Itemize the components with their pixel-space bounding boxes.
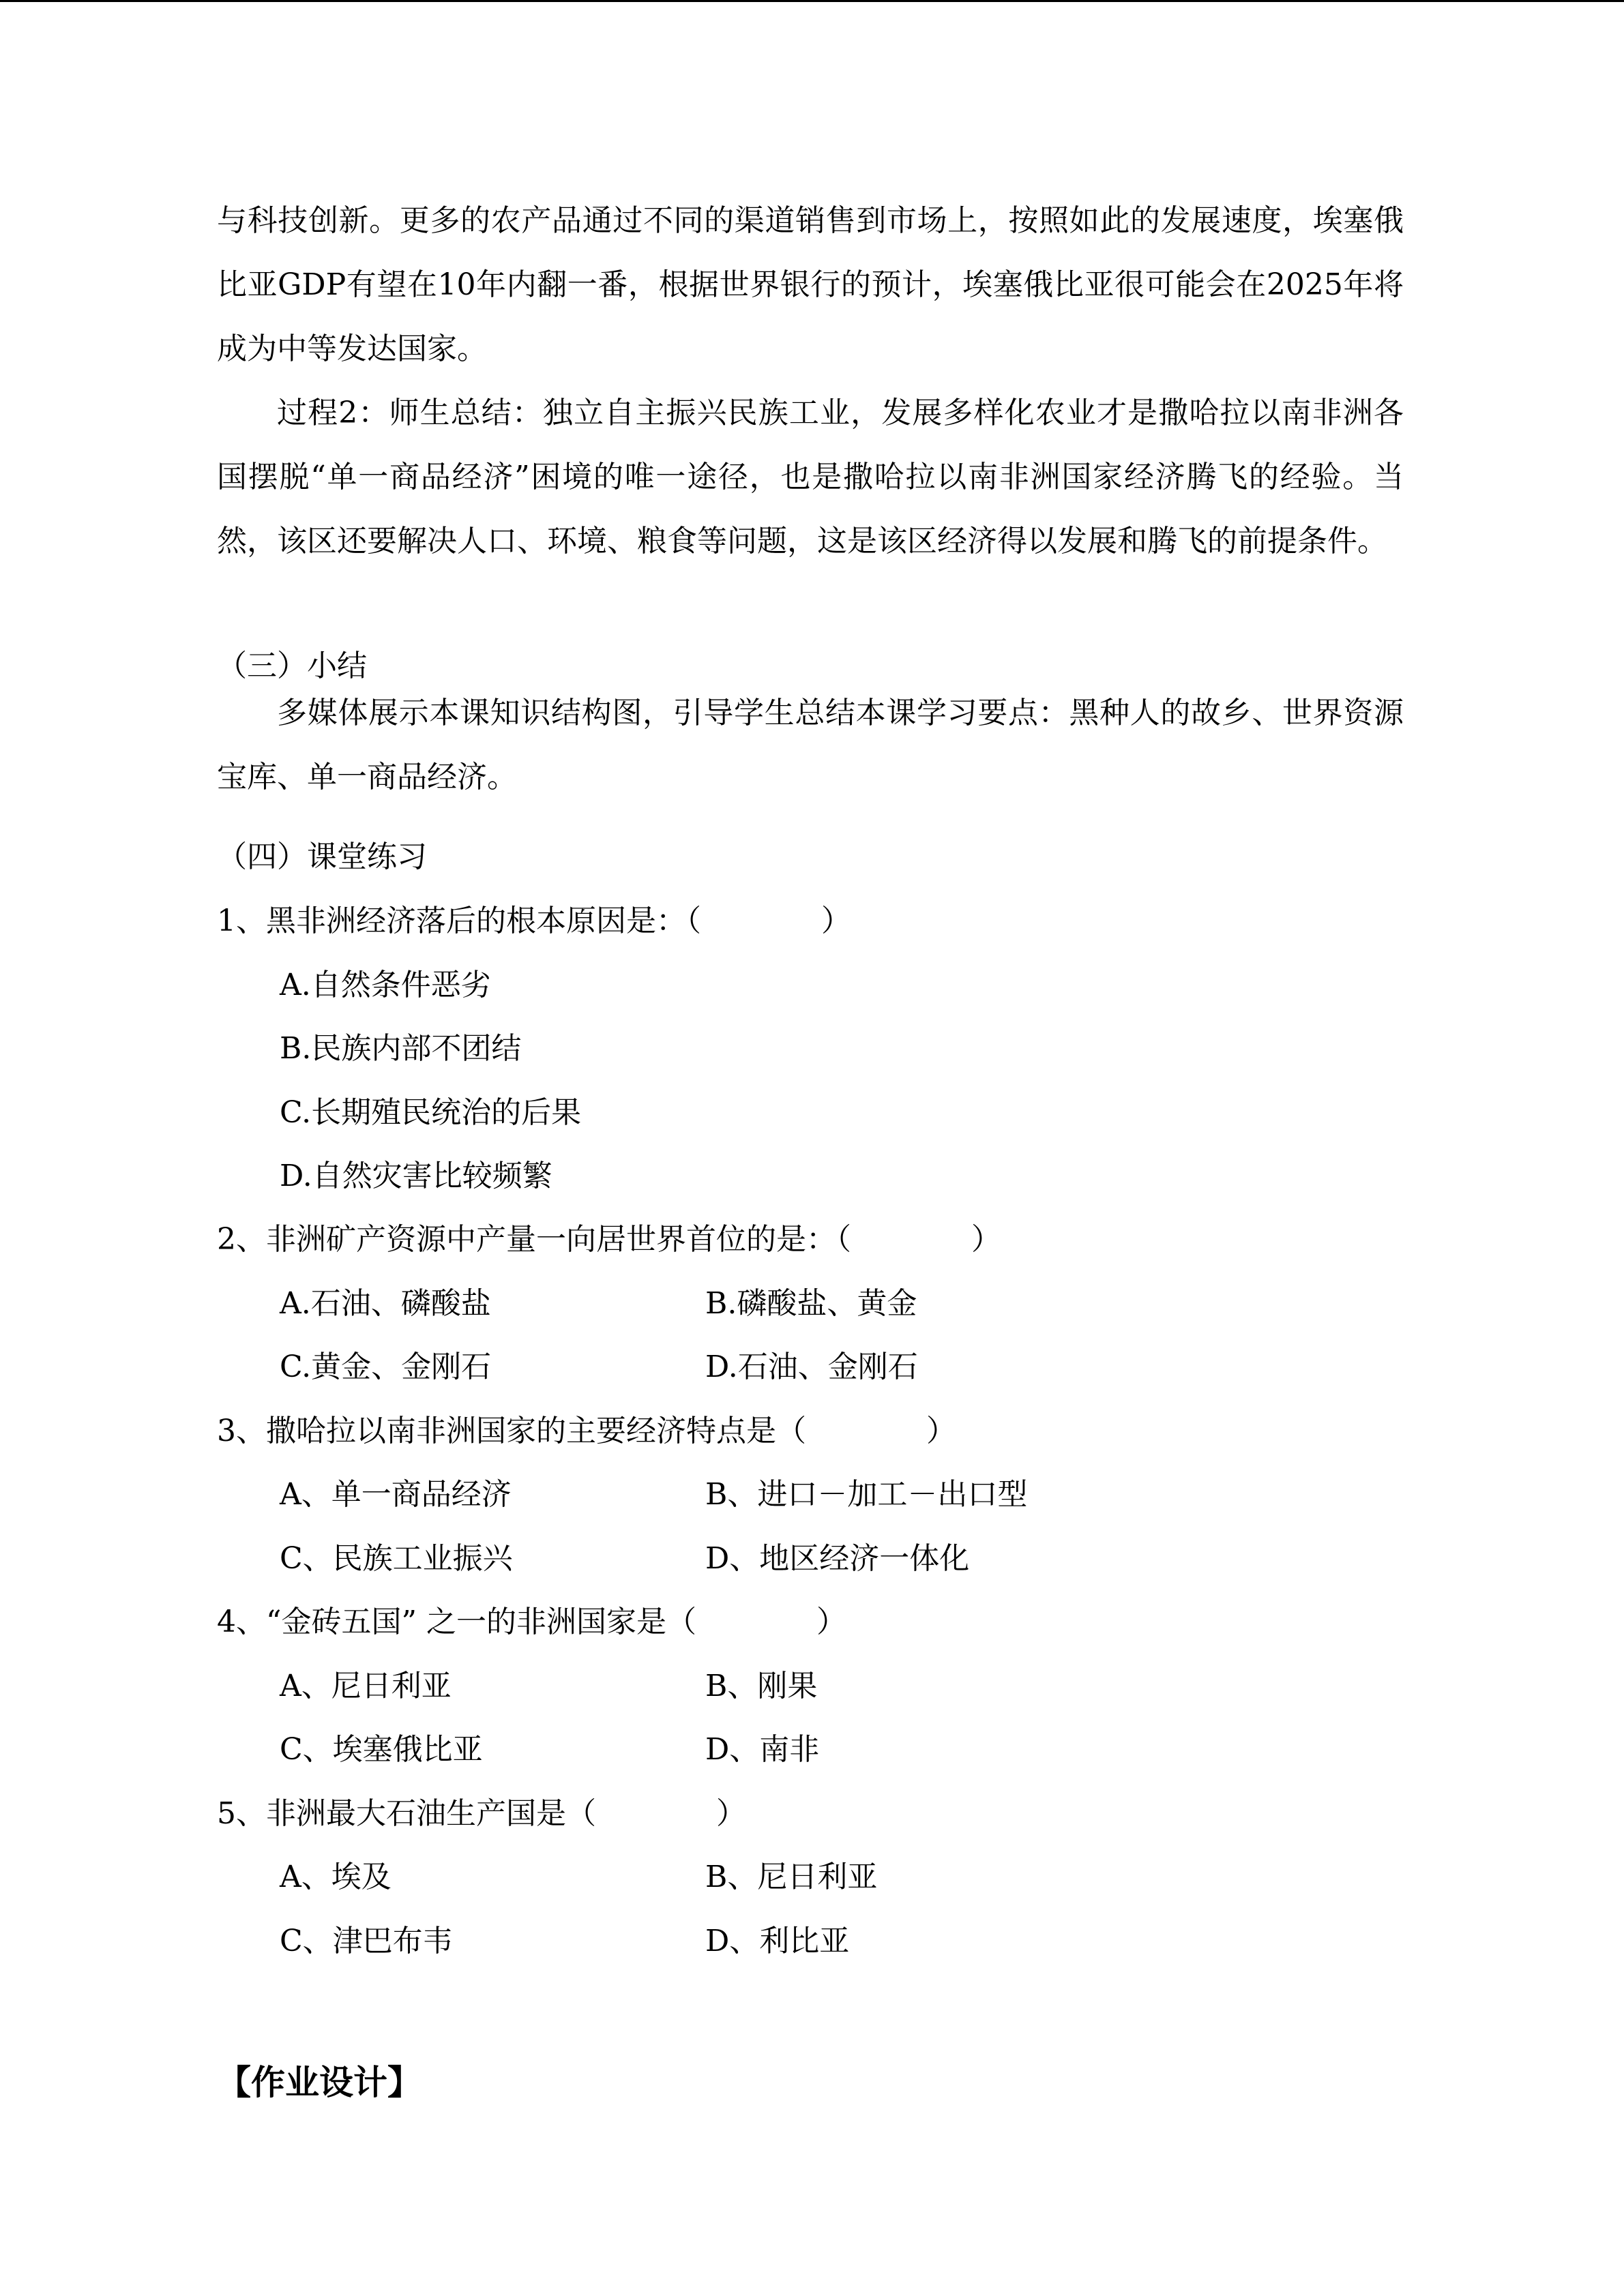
question-4-option-c: C、埃塞俄比亚 — [280, 1732, 483, 1767]
homework-design-heading: 【作业设计】 — [217, 2063, 422, 2102]
question-1-option-b: B.民族内部不团结 — [280, 1031, 522, 1066]
question-2-option-c: C.黄金、金刚石 — [280, 1350, 492, 1384]
question-2-option-a: A.石油、磷酸盐 — [280, 1286, 491, 1321]
question-5-option-a: A、埃及 — [280, 1860, 392, 1894]
question-4-option-a: A、尼日利亚 — [280, 1669, 452, 1703]
question-1-stem: 1、黑非洲经济落后的根本原因是：（ ） — [217, 904, 851, 938]
paragraph-process-2: 过程2：师生总结：独立自主振兴民族工业，发展多样化农业才是撒哈拉以南非洲各国摆脱“单一商品经济”困境的唯一途径，也是撒哈拉以南非洲国家经济腾飞的经验。当然，该区还要解决人口、环境、粮食等问题，这是该区经济得以发展和腾飞的前提条件。 — [217, 396, 1404, 558]
question-5-option-d: D、利比亚 — [705, 1924, 850, 1958]
section-exercise-title: （四）课堂练习 — [217, 839, 427, 874]
question-1-option-a: A.自然条件恶劣 — [280, 968, 491, 1002]
question-4-option-d: D、南非 — [705, 1732, 820, 1767]
question-2-stem: 2、非洲矿产资源中产量一向居世界首位的是：（ ） — [217, 1222, 1001, 1257]
question-3-option-d: D、地区经济一体化 — [705, 1541, 970, 1576]
question-2-option-d: D.石油、金刚石 — [705, 1350, 918, 1384]
question-2-option-b: B.磷酸盐、黄金 — [705, 1286, 917, 1321]
question-3-option-c: C、民族工业振兴 — [280, 1541, 513, 1576]
question-5-option-b: B、尼日利亚 — [705, 1860, 878, 1894]
paragraph-economy-growth: 与科技创新。更多的农产品通过不同的渠道销售到市场上，按照如此的发展速度，埃塞俄比亚GDP有望在10年内翻一番，根据世界银行的预计，埃塞俄比亚很可能会在2025年将成为中等发达国家。 — [217, 203, 1404, 366]
question-4-option-b: B、刚果 — [705, 1669, 818, 1703]
question-4-stem: 4、“金砖五国” 之一的非洲国家是（ ） — [217, 1605, 846, 1639]
question-3-option-b: B、进口－加工－出口型 — [705, 1477, 1028, 1512]
question-5-stem: 5、非洲最大石油生产国是（ ） — [217, 1796, 746, 1831]
section-summary-title: （三）小结 — [217, 648, 367, 683]
question-1-option-c: C.长期殖民统治的后果 — [280, 1095, 582, 1130]
question-5-option-c: C、津巴布韦 — [280, 1924, 453, 1958]
question-3-option-a: A、单一商品经济 — [280, 1477, 512, 1512]
paragraph-summary: 多媒体展示本课知识结构图，引导学生总结本课学习要点：黑种人的故乡、世界资源宝库、单一商品经济。 — [217, 696, 1404, 794]
question-3-stem: 3、撒哈拉以南非洲国家的主要经济特点是（ ） — [217, 1414, 956, 1448]
question-1-option-d: D.自然灾害比较频繁 — [280, 1159, 552, 1193]
